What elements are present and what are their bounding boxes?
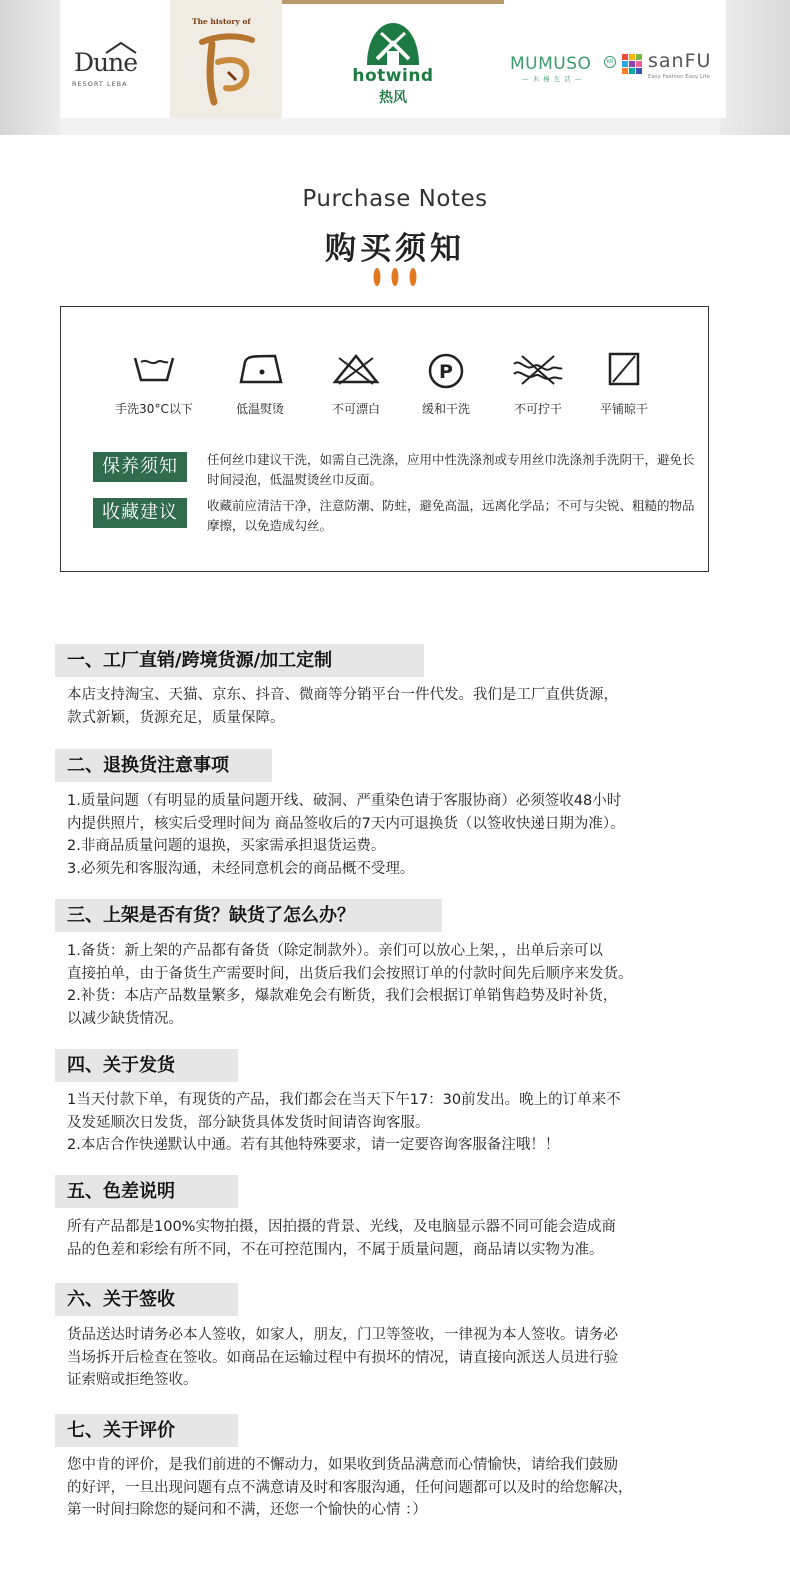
section-line: 及发延顺次日发货，部分缺货具体发货时间请咨询客服。	[67, 1114, 430, 1131]
section-line: 所有产品都是100%实物拍摄，因拍摄的背景、光线，及电脑显示器不同可能会造成商	[67, 1219, 616, 1235]
section-line: 款式新颖，货源充足，质量保障。	[67, 709, 285, 726]
section-line: 的好评，一旦出现问题有点不满意请及时和客服沟通，任何问题都可以及时的给您解决，	[67, 1479, 633, 1496]
care-label-flat-dry: 平铺晾干	[599, 402, 648, 416]
hotwind-brand-chinese: 热风	[379, 90, 407, 106]
section-line: 1当天付款下单，有现货的产品，我们都会在当天下午17：30前发出。晚上的订单来不	[67, 1092, 621, 1108]
brand-logo-mumuso	[504, 0, 616, 118]
no-bleach-icon	[331, 352, 381, 386]
section-body-reviews	[67, 1454, 747, 1522]
care-label-no-wring: 不可拧干	[513, 402, 562, 416]
windmill-logo-icon	[363, 21, 423, 65]
brand-strip-background-left	[0, 0, 60, 135]
dune-brand-name: Dune	[74, 48, 138, 77]
section-body-receipt	[67, 1324, 747, 1392]
decorative-dots-icon	[372, 266, 418, 288]
brand-logo-history	[170, 0, 282, 118]
brand-strip	[0, 0, 790, 135]
section-line: 1.备货：新上架的产品都有备货（除定制款外）。亲们可以放心上架，，出单后亲可以	[67, 943, 603, 959]
maintenance-tag: 保养须知	[93, 452, 187, 482]
care-item-low-iron	[205, 352, 315, 417]
care-item-flat-dry	[569, 352, 679, 417]
sanfu-brand-name: sanFU	[648, 50, 712, 72]
section-line: 本店支持淘宝、天猫、京东、抖音、微商等分销平台一件代发。我们是工厂直供货源，	[67, 687, 618, 703]
sanfu-brand-subtitle: Easy Fashion Easy Life	[648, 74, 710, 80]
section-line: 证索赔或拒绝签收。	[67, 1372, 198, 1388]
low-iron-icon	[235, 352, 285, 386]
brand-strip-background-right	[720, 0, 790, 135]
section-heading-factory: 一、工厂直销/跨境货源/加工定制	[55, 644, 424, 677]
section-line: 1.质量问题（有明显的质量问题开线、破洞、严重染色请于客服协商）必须签收48小时	[67, 793, 622, 809]
section-heading-color: 五、色差说明	[55, 1175, 238, 1208]
section-line: 货品送达时请务必本人签收，如家人，朋友，门卫等签收，一律视为本人签收。请务必	[67, 1327, 618, 1343]
section-body-color	[67, 1216, 747, 1261]
brand-logo-sanfu	[616, 0, 726, 118]
section-heading-receipt: 六、关于签收	[55, 1283, 238, 1316]
section-body-returns	[67, 790, 747, 880]
care-instructions-box	[60, 306, 709, 572]
section-heading-returns: 二、退换货注意事项	[55, 749, 272, 782]
section-body-stock	[67, 940, 747, 1030]
section-heading-stock: 三、上架是否有货？缺货了怎么办？	[55, 899, 442, 932]
mumuso-brand-name: MUMUSO	[510, 54, 592, 74]
care-item-hand-wash	[99, 352, 209, 417]
section-heading-reviews: 七、关于评价	[55, 1414, 238, 1447]
svg-text:P: P	[439, 361, 453, 383]
section-line: 内提供照片，核实后受理时间为 商品签收后的7天内可退换货（以签收快递日期为准）。	[67, 815, 625, 832]
section-line: 以减少缺货情况。	[67, 1010, 183, 1027]
section-line: 第一时间扫除您的疑问和不满，还您一个愉快的心情 ：）	[67, 1502, 427, 1518]
storage-text: 收藏前应清洁干净，注意防潮、防蛀，避免高温，远离化学品；不可与尖锐、粗糙的物品摩擦，以免造成勾丝。	[207, 498, 695, 533]
page-title-english: Purchase Notes	[302, 186, 488, 212]
section-line: 当场拆开后检查在签收。如商品在运输过程中有损坏的情况，请直接向派送人员进行验	[67, 1349, 618, 1366]
section-line: 直接拍单，由于备货生产需要时间，出货后我们会按照订单的付款时间先后顺序来发货。	[67, 965, 633, 982]
hand-wash-basin-icon	[131, 352, 177, 386]
brand-logo-dune	[60, 0, 170, 118]
mumuso-badge: KR	[604, 56, 616, 68]
storage-tag: 收藏建议	[93, 498, 187, 528]
no-wring-icon	[510, 352, 566, 386]
page-title-chinese: 购买须知	[325, 231, 465, 267]
care-label-no-bleach: 不可漂白	[331, 402, 380, 416]
care-label-dry-clean: 缓和干洗	[421, 402, 470, 416]
section-line: 2.本店合作快递默认中通。若有其他特殊要求，请一定要咨询客服备注哦！！	[67, 1137, 560, 1153]
section-line: 2.非商品质量问题的退换，买家需承担退货运费。	[67, 838, 386, 854]
dry-clean-p-icon	[426, 352, 466, 390]
maintenance-text: 任何丝巾建议干洗，如需自己洗涤，应用中性洗涤剂或专用丝巾洗涤剂手洗阴干，避免长时间浸泡，低温熨烫丝巾反面。	[207, 452, 695, 487]
mumuso-brand-subtitle: — 木 槿 生 活 —	[522, 75, 583, 83]
calligraphy-logo-icon	[192, 28, 258, 110]
section-body-shipping	[67, 1089, 747, 1157]
section-heading-shipping: 四、关于发货	[55, 1049, 238, 1082]
section-line: 您中肯的评价，是我们前进的不懈动力，如果收到货品满意而心情愉快，请给我们鼓励	[67, 1457, 618, 1473]
section-line: 2.补货：本店产品数量繁多，爆款难免会有断货，我们会根据订单销售趋势及时补货，	[67, 988, 618, 1004]
flat-dry-icon	[606, 352, 642, 386]
sanfu-color-grid-icon	[622, 54, 642, 74]
section-line: 品的色差和彩绘有所不同，不在可控范围内，不属于质量问题，商品请以实物为准。	[67, 1241, 604, 1258]
brand-logo-hotwind	[282, 0, 504, 118]
history-brand-text: The history of	[192, 17, 251, 26]
section-line: 3.必须先和客服沟通，未经同意机会的商品概不受理。	[67, 860, 415, 877]
care-label-hand-wash: 手洗30°C以下	[115, 402, 193, 416]
hotwind-brand-name: hotwind	[352, 66, 434, 86]
care-label-low-iron: 低温熨烫	[235, 402, 284, 416]
dune-brand-subtitle: RESORT LEBA	[72, 80, 128, 88]
section-body-factory	[67, 684, 747, 729]
